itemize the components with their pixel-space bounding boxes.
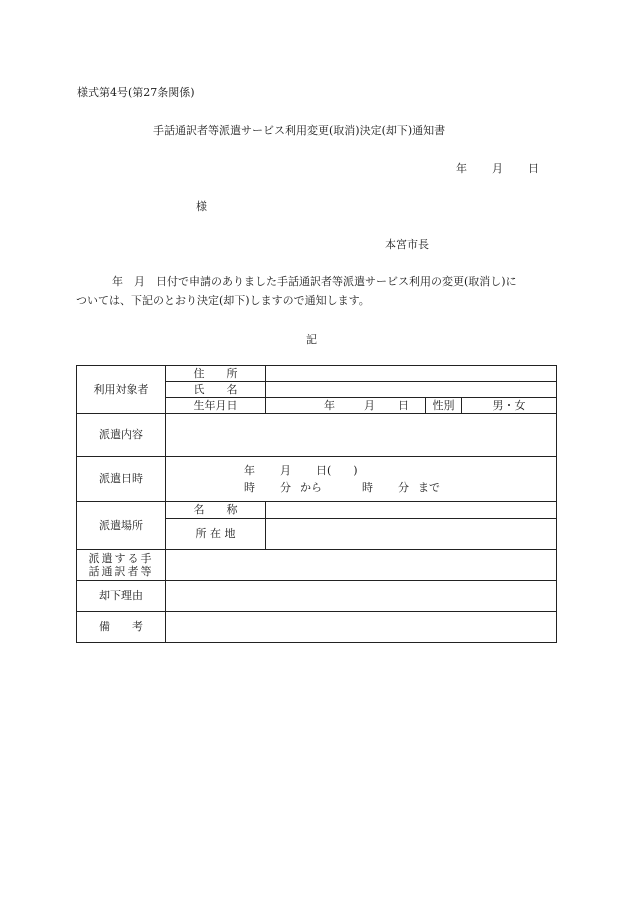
- form-number: 様式第4号(第27条関係): [77, 86, 195, 99]
- name-label: 氏 名: [166, 382, 266, 398]
- gender-value[interactable]: 男・女: [462, 398, 557, 414]
- ki-label: 記: [306, 333, 317, 346]
- birth-month: 月: [364, 399, 375, 412]
- place-location-field[interactable]: [266, 519, 557, 550]
- detail-table: [76, 365, 557, 643]
- rejection-reason-field[interactable]: [166, 581, 557, 612]
- dispatch-place-label: 派遣場所: [77, 502, 166, 550]
- dispatch-content-field[interactable]: [166, 414, 557, 457]
- date-month: 月: [492, 162, 503, 175]
- interpreter-label-line-2: 話通訳者等: [88, 565, 154, 578]
- dt-minute-start: 分: [280, 481, 291, 494]
- dispatch-content-label: 派遣内容: [77, 414, 166, 457]
- dt-minute-end: 分: [398, 481, 409, 494]
- address-field[interactable]: [266, 366, 557, 382]
- dispatch-datetime-label: 派遣日時: [77, 457, 166, 502]
- remarks-label: 備 考: [77, 612, 166, 643]
- user-label: 利用対象者: [77, 366, 166, 414]
- issuer: 本宮市長: [385, 238, 429, 251]
- birth-date-field[interactable]: [266, 398, 426, 414]
- dt-year: 年: [244, 464, 255, 477]
- dt-day-weekday: 日( ): [316, 464, 358, 477]
- dt-hour-start: 時: [244, 481, 255, 494]
- place-location-label: 所 在 地: [166, 519, 266, 550]
- addressee-suffix: 様: [196, 200, 207, 213]
- interpreter-field[interactable]: [166, 550, 557, 581]
- birth-year: 年: [324, 399, 335, 412]
- gender-label: 性別: [426, 398, 462, 414]
- dt-until: まで: [418, 481, 440, 494]
- dispatch-datetime-field[interactable]: [166, 457, 557, 502]
- rejection-reason-label: 却下理由: [77, 581, 166, 612]
- interpreter-label-line-1: 派遣する手: [88, 551, 154, 565]
- remarks-field[interactable]: [166, 612, 557, 643]
- place-name-field[interactable]: [266, 502, 557, 519]
- document-title: 手話通訳者等派遣サービス利用変更(取消)決定(却下)通知書: [153, 124, 446, 137]
- name-field[interactable]: [266, 382, 557, 398]
- address-label: 住 所: [166, 366, 266, 382]
- body-line-2: ついては、下記のとおり決定(却下)しますので通知します。: [76, 294, 370, 307]
- date-year: 年: [456, 162, 467, 175]
- dt-hour-end: 時: [362, 481, 373, 494]
- dt-month: 月: [280, 464, 291, 477]
- interpreter-label: [77, 550, 166, 581]
- dt-from: から: [300, 481, 322, 494]
- body-line-1: 年 月 日付で申請のありました手話通訳者等派遣サービス利用の変更(取消し)に: [112, 275, 517, 288]
- birth-day: 日: [398, 399, 409, 412]
- birth-label: 生年月日: [166, 398, 266, 414]
- place-name-label: 名 称: [166, 502, 266, 519]
- date-day: 日: [528, 162, 539, 175]
